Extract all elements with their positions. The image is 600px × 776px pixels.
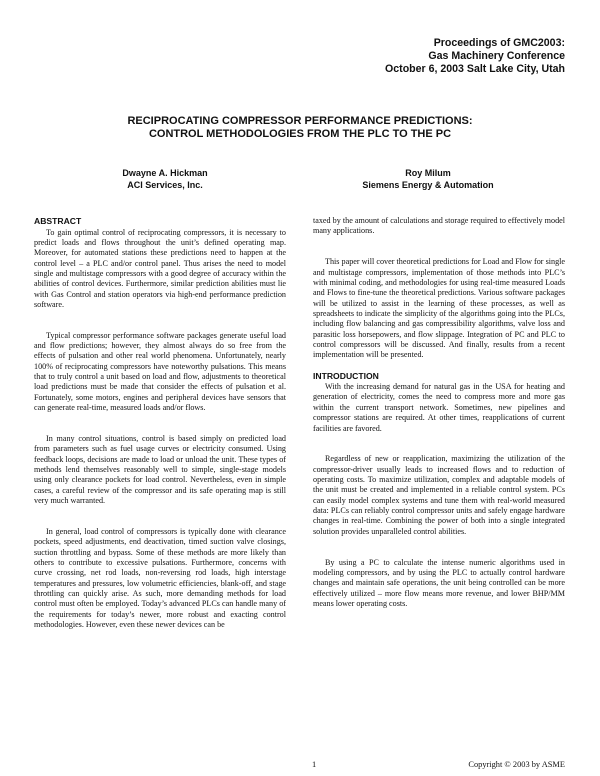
- introduction-paragraph: With the increasing demand for natural gas in the USA for heating and generation of electricity, comes the need to compress more and more gas within the current transport network. Sometimes, new pipelines and compressor stations are required. At other times, reapplications of current facilities are favored.: [313, 382, 565, 433]
- abstract-paragraph: In general, load control of compressors is typically done with clearance pockets, speed adjustments, end deactivation, timed suction valve closings, suction throttling and bypass. Some of these methods are more likely than others to contribute to excessive pulsations. Furthermore, concerns with curve crossing, net rod loads, non-reversing rod loads, high interstage temperatures and pressures, low volumetric efficiencies, blank-off, and stage throttling can quickly arise. As such, more demanding methods for load control must often be employed. Today’s advanced PLCs can handle many of the requirements for today’s newer, more robust and exacting control methodologies. However, even these newer devices can be: [34, 526, 286, 629]
- abstract-paragraph: In many control situations, control is based simply on predicted load from parameters such as fuel usage curves or electricity consumed. Using feedback loops, decisions are made to load or unload the unit. These types of methods lend themselves reasonably well to simple, single-stage models using only clearance pockets for load control. Nevertheless, even in simple cases, a careful review of the compressor and its safe operating map is still very much warranted.: [34, 434, 286, 506]
- right-column: [313, 216, 565, 630]
- introduction-heading: INTRODUCTION: [313, 370, 379, 381]
- proceedings-title: Proceedings of GMC2003:: [433, 37, 565, 49]
- abstract-paragraph-continued: taxed by the amount of calculations and storage required to effectively model many applications.: [313, 216, 565, 236]
- copyright-notice: Copyright © 2003 by ASME: [468, 760, 565, 769]
- conference-name: Gas Machinery Conference: [428, 50, 565, 62]
- conference-date-location: October 6, 2003 Salt Lake City, Utah: [385, 63, 565, 75]
- introduction-paragraph: By using a PC to calculate the intense numeric algorithms used in modeling compressors, and by using the PLC to actually control hardware changes and maintain safe operations, the unit being controlled can be more effectively utilized – more flow means more revenue, and lower BHP/MM means lower operating costs.: [313, 557, 565, 608]
- abstract-paragraph: To gain optimal control of reciprocating compressors, it is necessary to predict loads and flows throughout the unit’s defined operating map. Moreover, for automated stations these predictions need to happen at the control level – a PLC and/or control panel. Thus arises the need to model single and multistage compressors with a good degree of accuracy within the abilities of control devices. Furthermore, similar prediction abilities must lie with Gas Control and station operators via high-end performance prediction software.: [34, 227, 286, 309]
- page-number: 1: [312, 760, 317, 769]
- abstract-paragraph: This paper will cover theoretical predictions for Load and Flow for single and multistage compressors, implementation of those methods into PLC’s with minimal coding, and methodologies for using real-time measured Loads and Flows to fine-tune the theoretical predictions. Various software packages will be utilized to assist in the learning of these processes, as well as spreadsheets to indicate the simplicity of the algorithms going into the PLCs, including flow balancing and gas compressibility algorithms, valve loss and parasitic loss horsepowers, and flow slippage. Integration of PC and PLC to control compressors will be discussed. And finally, results from a recent implementation will be presented.: [313, 257, 565, 360]
- left-column: [34, 216, 286, 651]
- introduction-paragraph: Regardless of new or reapplication, maximizing the utilization of the compressor-driver usually leads to increased flows and to reduction of operating costs. To maximize utilization, complex and adaptable models of the unit must be created and implemented in a reliable control system. PCs can easily model complex systems and tune them with real-world measured data: PLCs can reliably control compressor units and safely engage hardware changes in real-time. Combining the power of both into a single integrated solution provides unparalleled control abilities.: [313, 454, 565, 536]
- abstract-paragraph: Typical compressor performance software packages generate useful load and flow predictions; however, they almost always do so free from the effects of pulsation and other real world phenomena. Unfortunately, nearly 100% of reciprocating compressors have noteworthy pulsations. This means that to truly control a unit based on load and flow, adjustments to theoretical load predictions must be made that consider the effects of pulsation et al. Fortunately, some motors, engines and peripheral devices have sensors that can generate real-time, measured loads and/or flows.: [34, 330, 286, 413]
- paper-title: [0, 115, 600, 141]
- author-block: [90, 168, 240, 191]
- paper-title-line-1: RECIPROCATING COMPRESSOR PERFORMANCE PREDICTIONS:: [127, 115, 473, 127]
- author-affiliation: Siemens Energy & Automation: [362, 179, 494, 190]
- author-name: Roy Milum: [405, 168, 451, 178]
- proceedings-header: [385, 37, 565, 76]
- abstract-heading: ABSTRACT: [34, 216, 82, 226]
- author-block: [333, 168, 523, 191]
- author-name: Dwayne A. Hickman: [122, 168, 208, 178]
- paper-title-line-2: CONTROL METHODOLOGIES FROM THE PLC TO THE PC: [148, 128, 452, 140]
- author-affiliation: ACI Services, Inc.: [127, 179, 203, 190]
